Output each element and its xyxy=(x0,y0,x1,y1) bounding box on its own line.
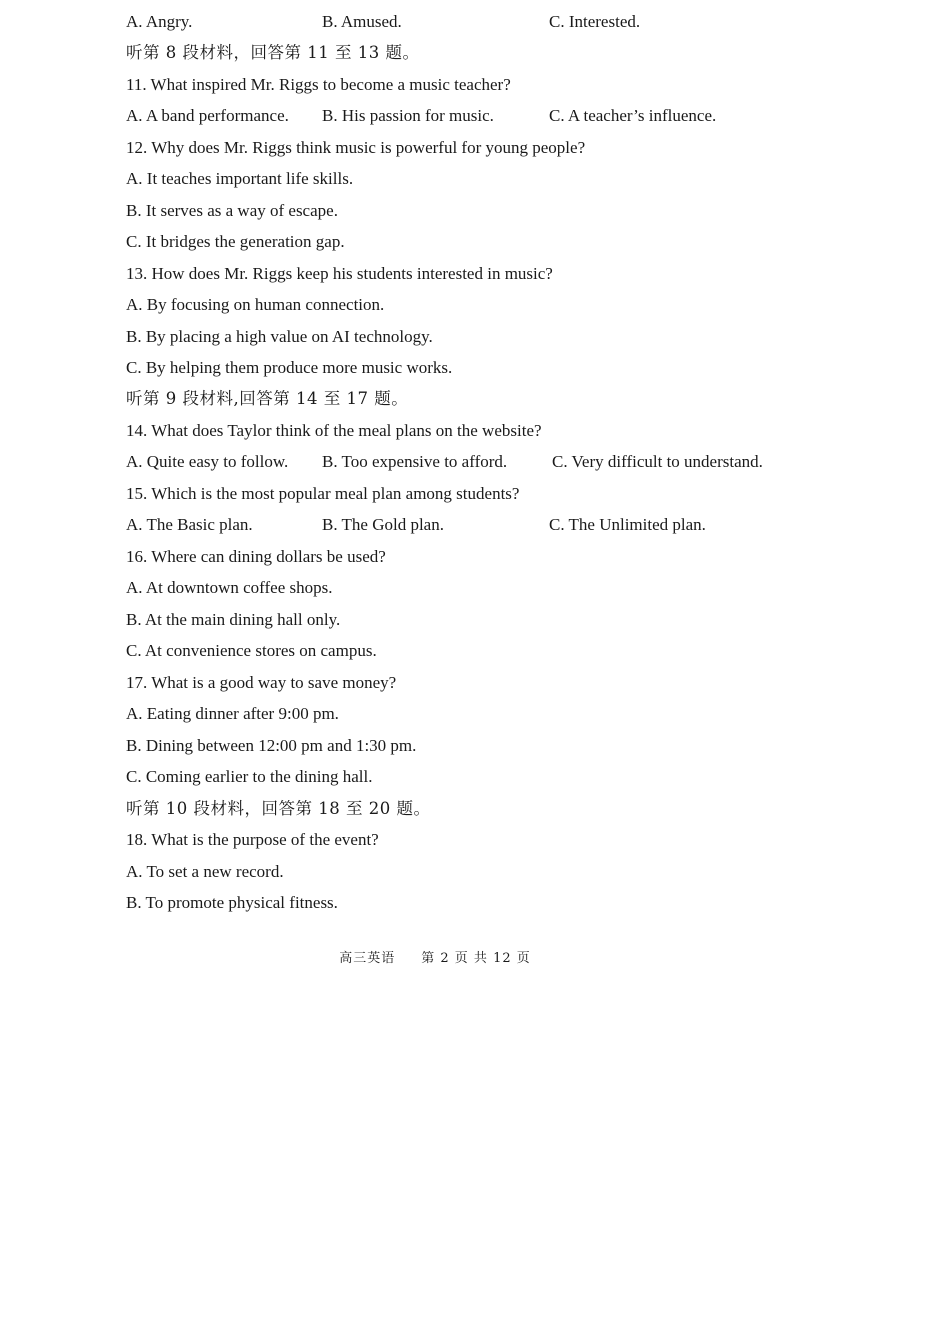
q17-question: 17. What is a good way to save money? xyxy=(126,673,397,692)
q18-option-b: B. To promote physical fitness. xyxy=(126,893,338,912)
section-8-heading: 听第 8 段材料，回答第 11 至 13 题。 xyxy=(126,43,420,62)
page-footer xyxy=(0,949,870,969)
q11-option-c: C. A teacher’s influence. xyxy=(549,106,717,125)
q12-option-b: B. It serves as a way of escape. xyxy=(126,201,338,220)
q17-option-b: B. Dining between 12:00 pm and 1:30 pm. xyxy=(126,736,417,755)
q17-option-a: A. Eating dinner after 9:00 pm. xyxy=(126,704,339,723)
q10-option-b: B. Amused. xyxy=(322,12,402,31)
q13-option-b: B. By placing a high value on AI technology. xyxy=(126,327,433,346)
section-9-heading: 听第 9 段材料,回答第 14 至 17 题。 xyxy=(126,389,409,408)
q13-question: 13. How does Mr. Riggs keep his students interested in music? xyxy=(126,264,553,283)
q14-option-a: A. Quite easy to follow. xyxy=(126,452,289,471)
q12-option-c: C. It bridges the generation gap. xyxy=(126,232,345,251)
q16-option-c: C. At convenience stores on campus. xyxy=(126,641,377,660)
q14-option-b: B. Too expensive to afford. xyxy=(322,452,508,471)
q18-question: 18. What is the purpose of the event? xyxy=(126,830,379,849)
q11-option-b: B. His passion for music. xyxy=(322,106,494,125)
q17-option-c: C. Coming earlier to the dining hall. xyxy=(126,767,373,786)
q12-question: 12. Why does Mr. Riggs think music is powerful for young people? xyxy=(126,138,586,157)
q16-option-b: B. At the main dining hall only. xyxy=(126,610,341,629)
q15-option-a: A. The Basic plan. xyxy=(126,515,253,534)
q11-option-a: A. A band performance. xyxy=(126,106,289,125)
q12-option-a: A. It teaches important life skills. xyxy=(126,169,354,188)
q10-option-a: A. Angry. xyxy=(126,12,193,31)
q13-option-a: A. By focusing on human connection. xyxy=(126,295,385,314)
q16-option-a: A. At downtown coffee shops. xyxy=(126,578,333,597)
footer-page-number: 第 2 页 共 12 页 xyxy=(421,951,531,966)
q15-option-c: C. The Unlimited plan. xyxy=(549,515,706,534)
section-10-heading: 听第 10 段材料，回答第 18 至 20 题。 xyxy=(126,799,431,818)
q16-question: 16. Where can dining dollars be used? xyxy=(126,547,386,566)
q15-question: 15. Which is the most popular meal plan among students? xyxy=(126,484,520,503)
q18-option-a: A. To set a new record. xyxy=(126,862,284,881)
q14-question: 14. What does Taylor think of the meal plans on the website? xyxy=(126,421,542,440)
q11-question: 11. What inspired Mr. Riggs to become a music teacher? xyxy=(126,75,511,94)
q15-option-b: B. The Gold plan. xyxy=(322,515,444,534)
q10-option-c: C. Interested. xyxy=(549,12,641,31)
q14-option-c: C. Very difficult to understand. xyxy=(552,452,763,471)
q13-option-c: C. By helping them produce more music works. xyxy=(126,358,453,377)
footer-subject: 高三英语 xyxy=(339,951,396,966)
